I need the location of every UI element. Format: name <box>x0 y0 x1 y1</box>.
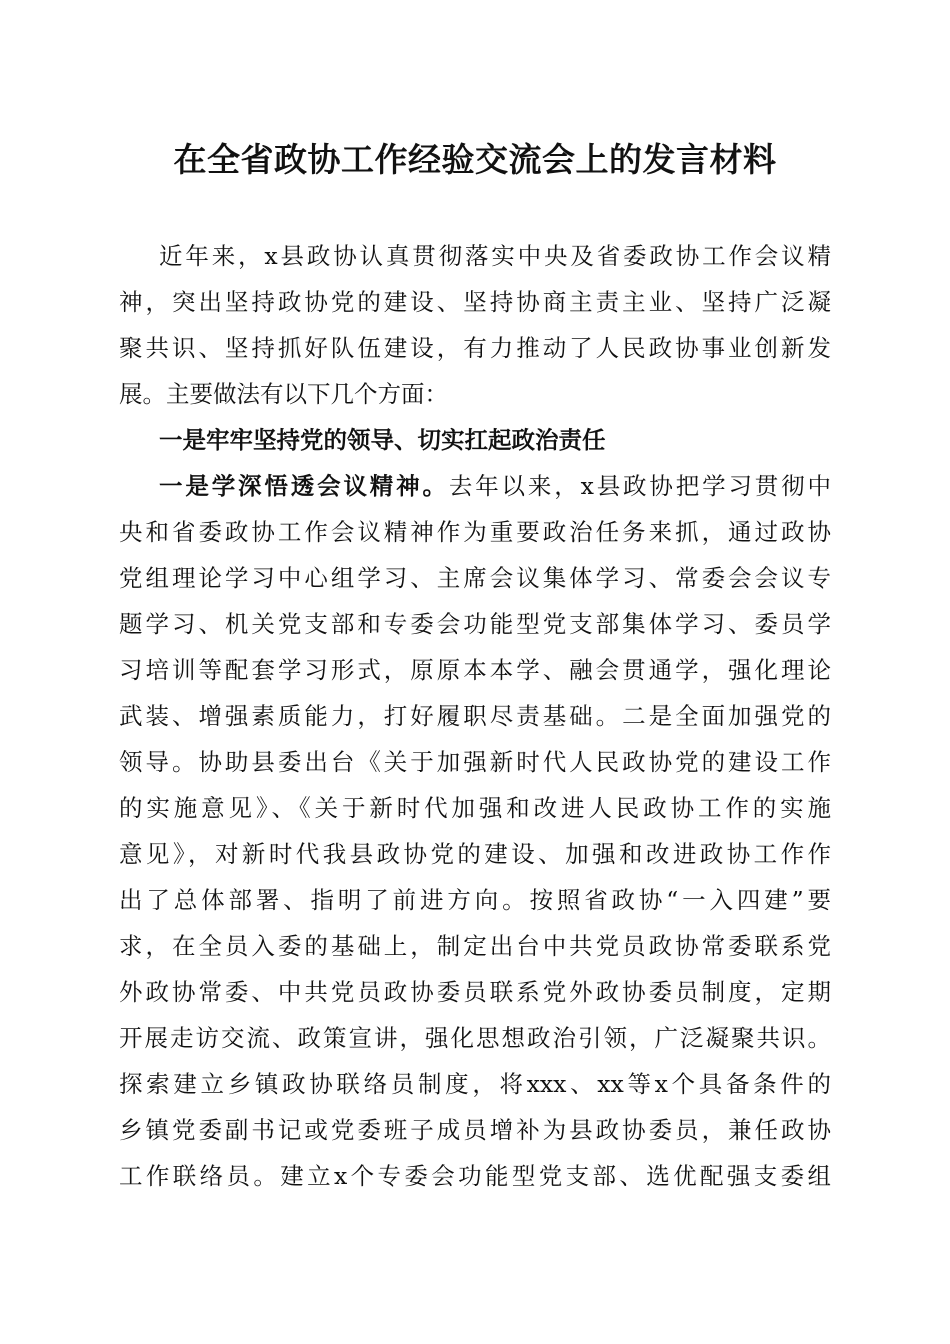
paragraph-line: 习培训等配套学习形式，原原本本学、融会贯通学，强化理论 <box>119 656 831 684</box>
paragraph-line: 外政协常委、中共党员政协委员联系党外政协委员制度，定期 <box>119 978 831 1006</box>
section-heading: 一是牢牢坚持党的领导、切实扛起政治责任 <box>159 426 606 454</box>
paragraph-line: 聚共识、坚持抓好队伍建设，有力推动了人民政协事业创新发 <box>119 334 831 362</box>
paragraph-line: 党组理论学习中心组学习、主席会议集体学习、常委会会议专 <box>119 564 831 592</box>
paragraph-line: 领导。协助县委出台《关于加强新时代人民政协党的建设工作 <box>119 748 831 776</box>
paragraph-line: 武装、增强素质能力，打好履职尽责基础。二是全面加强党的 <box>119 702 831 730</box>
paragraph-line: 探索建立乡镇政协联络员制度，将xxx、xx等x个具备条件的 <box>119 1070 831 1098</box>
document-title: 在全省政协工作经验交流会上的发言材料 <box>173 140 777 179</box>
paragraph-line: 乡镇党委副书记或党委班子成员增补为县政协委员，兼任政协 <box>119 1116 831 1144</box>
paragraph-line: 央和省委政协工作会议精神作为重要政治任务来抓，通过政协 <box>119 518 831 546</box>
paragraph-line: 意见》，对新时代我县政协党的建设、加强和改进政协工作作 <box>119 840 831 868</box>
document-body <box>119 233 831 1199</box>
paragraph-line: 的实施意见》、《关于新时代加强和改进人民政协工作的实施 <box>119 794 831 822</box>
paragraph-line: 展。主要做法有以下几个方面： <box>119 380 448 408</box>
paragraph-line: 神，突出坚持政协党的建设、坚持协商主责主业、坚持广泛凝 <box>119 288 831 316</box>
paragraph-text: 去年以来，x县政协把学习贯彻中 <box>448 472 831 500</box>
paragraph-line: 求，在全员入委的基础上，制定出台中共党员政协常委联系党 <box>119 932 831 960</box>
paragraph-line: 工作联络员。建立x个专委会功能型党支部、选优配强支委组 <box>119 1162 831 1190</box>
paragraph-lead: 一是学深悟透会议精神。 <box>159 472 449 500</box>
paragraph-line: 开展走访交流、政策宣讲，强化思想政治引领，广泛凝聚共识。 <box>119 1024 831 1052</box>
paragraph-line: 题学习、机关党支部和专委会功能型党支部集体学习、委员学 <box>119 610 831 638</box>
paragraph-line: 出了总体部署、指明了前进方向。按照省政协“一入四建”要 <box>119 886 831 914</box>
paragraph-line <box>119 463 831 509</box>
paragraph-line: 近年来，x县政协认真贯彻落实中央及省委政协工作会议精 <box>159 242 831 270</box>
